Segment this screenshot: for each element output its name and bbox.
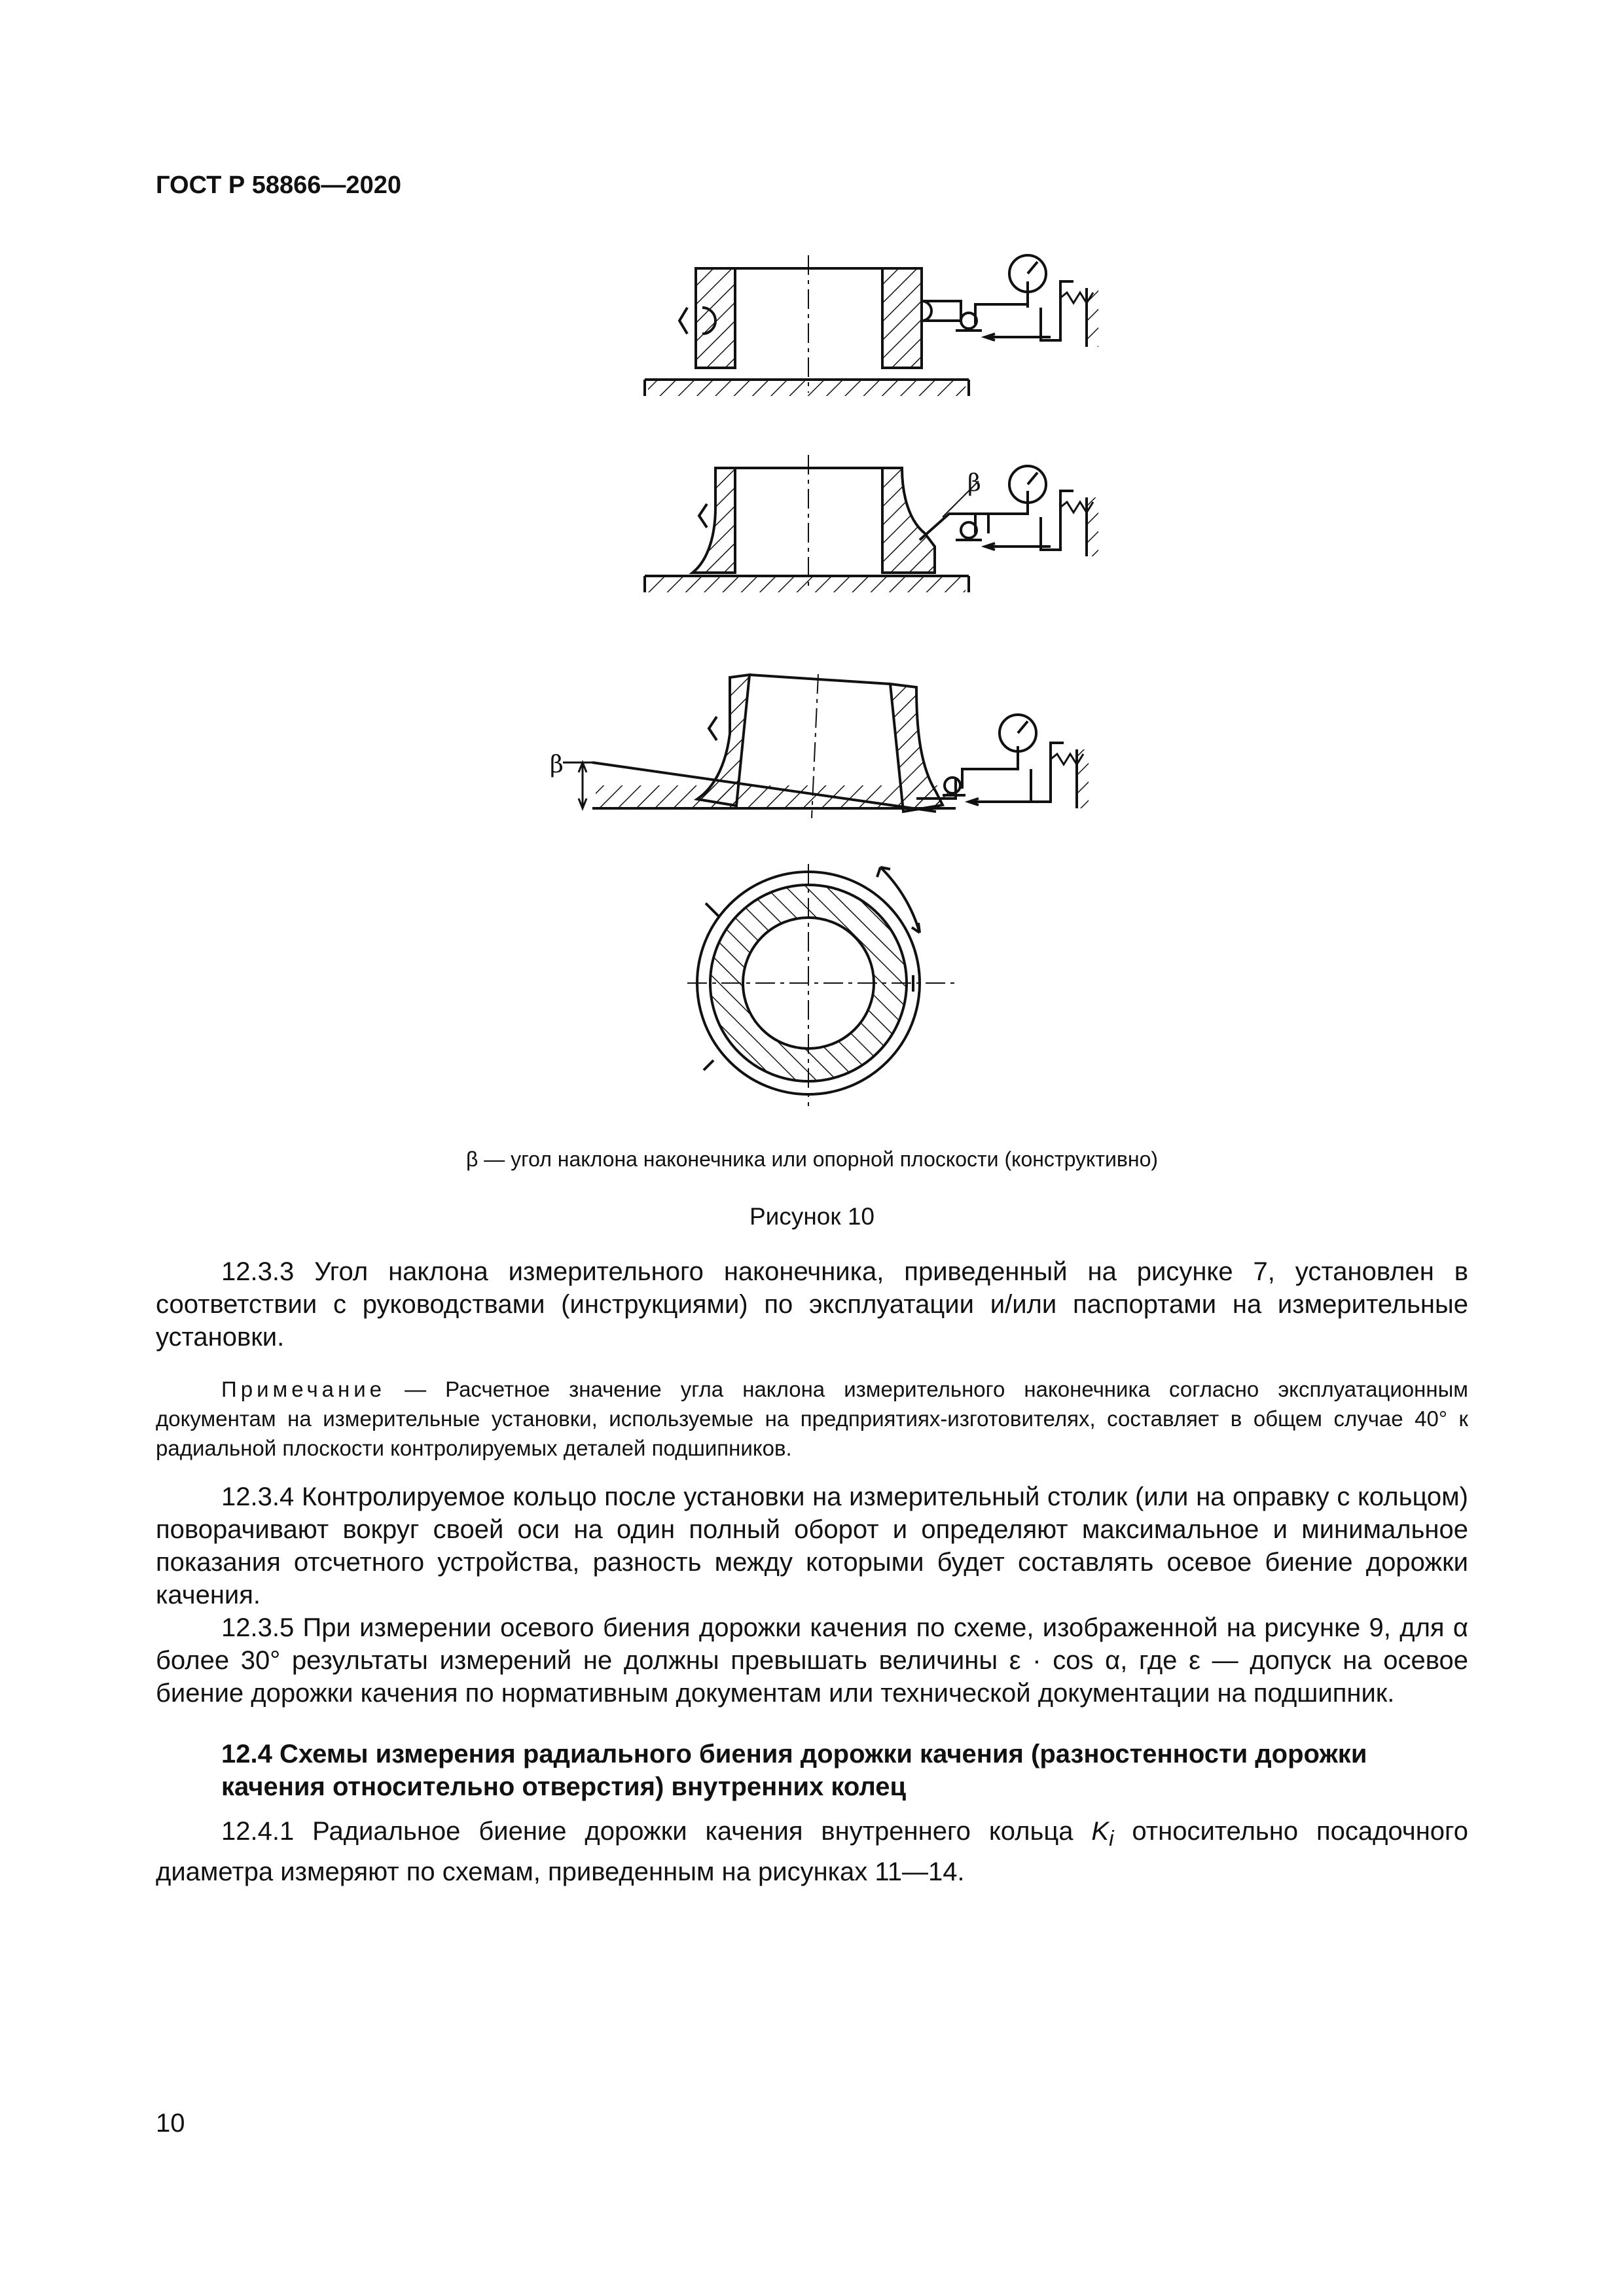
paragraph-12-3-5: 12.3.5 При измерении осевого биения дорожки качения по схеме, изображенной на рисунке 9, для α более 30° результаты измерений не должны превышать величины ε · cos α, где ε — допуск на осевое биение дорожки качения по нормативным документам или технической документации на подшипник. — [156, 1613, 1468, 1708]
scheme-4 — [687, 864, 956, 1106]
beta-label-2: β — [967, 470, 981, 497]
symbol-k: K — [1091, 1817, 1110, 1846]
page-number: 10 — [156, 2109, 185, 2138]
note-text: — Расчетное значение угла наклона измерительного наконечника согласно эксплуатационным документам на измерительные установки, используемые на предприятиях-изготовителях, составляет в общем случае 40° к радиальной плоскости контролируемых деталей подшипников. — [156, 1377, 1468, 1460]
section-heading-12-4: 12.4 Схемы измерения радиального биения дорожки качения (разностенности дорожки качения относительно отверстия) внутренних колец — [221, 1740, 1367, 1801]
document-code-header: ГОСТ Р 58866—2020 — [156, 171, 401, 199]
scheme-3 — [563, 674, 1089, 818]
figure-title: Рисунок 10 — [749, 1203, 875, 1230]
paragraph-12-3-3: 12.3.3 Угол наклона измерительного наконечника, приведенный на рисунке 7, установлен в соответствии с руководствами (инструкциями) по эксплуатации и/или паспортами на измерительные установки. — [156, 1257, 1468, 1352]
p-12-4-1-text-a: 12.4.1 Радиальное биение дорожки качения внутреннего кольца — [221, 1817, 1092, 1846]
p-12-4-1-text-b: относительно посадочного диаметра измеряют по схемам, приведенным на рисунках 11—14. — [156, 1817, 1469, 1886]
scheme-2 — [645, 455, 1098, 592]
paragraph-12-3-4: 12.3.4 Контролируемое кольцо после установки на измерительный столик (или на оправку с кольцом) поворачивают вокруг своей оси на один полный оборот и определяют максимальное и минимальное показания отсчетного устройства, разность между которыми будет составлять осевое биение дорожки качения. — [156, 1482, 1468, 1609]
beta-label-3: β — [550, 751, 564, 778]
note-label: Примечание — [221, 1377, 386, 1401]
figure-legend: β — угол наклона наконечника или опорной плоскости (конструктивно) — [465, 1147, 1159, 1171]
paragraph-12-4-1 — [156, 1815, 1468, 1888]
note-paragraph — [156, 1374, 1468, 1463]
symbol-k-subscript: i — [1109, 1827, 1114, 1851]
scheme-1 — [645, 255, 1098, 396]
